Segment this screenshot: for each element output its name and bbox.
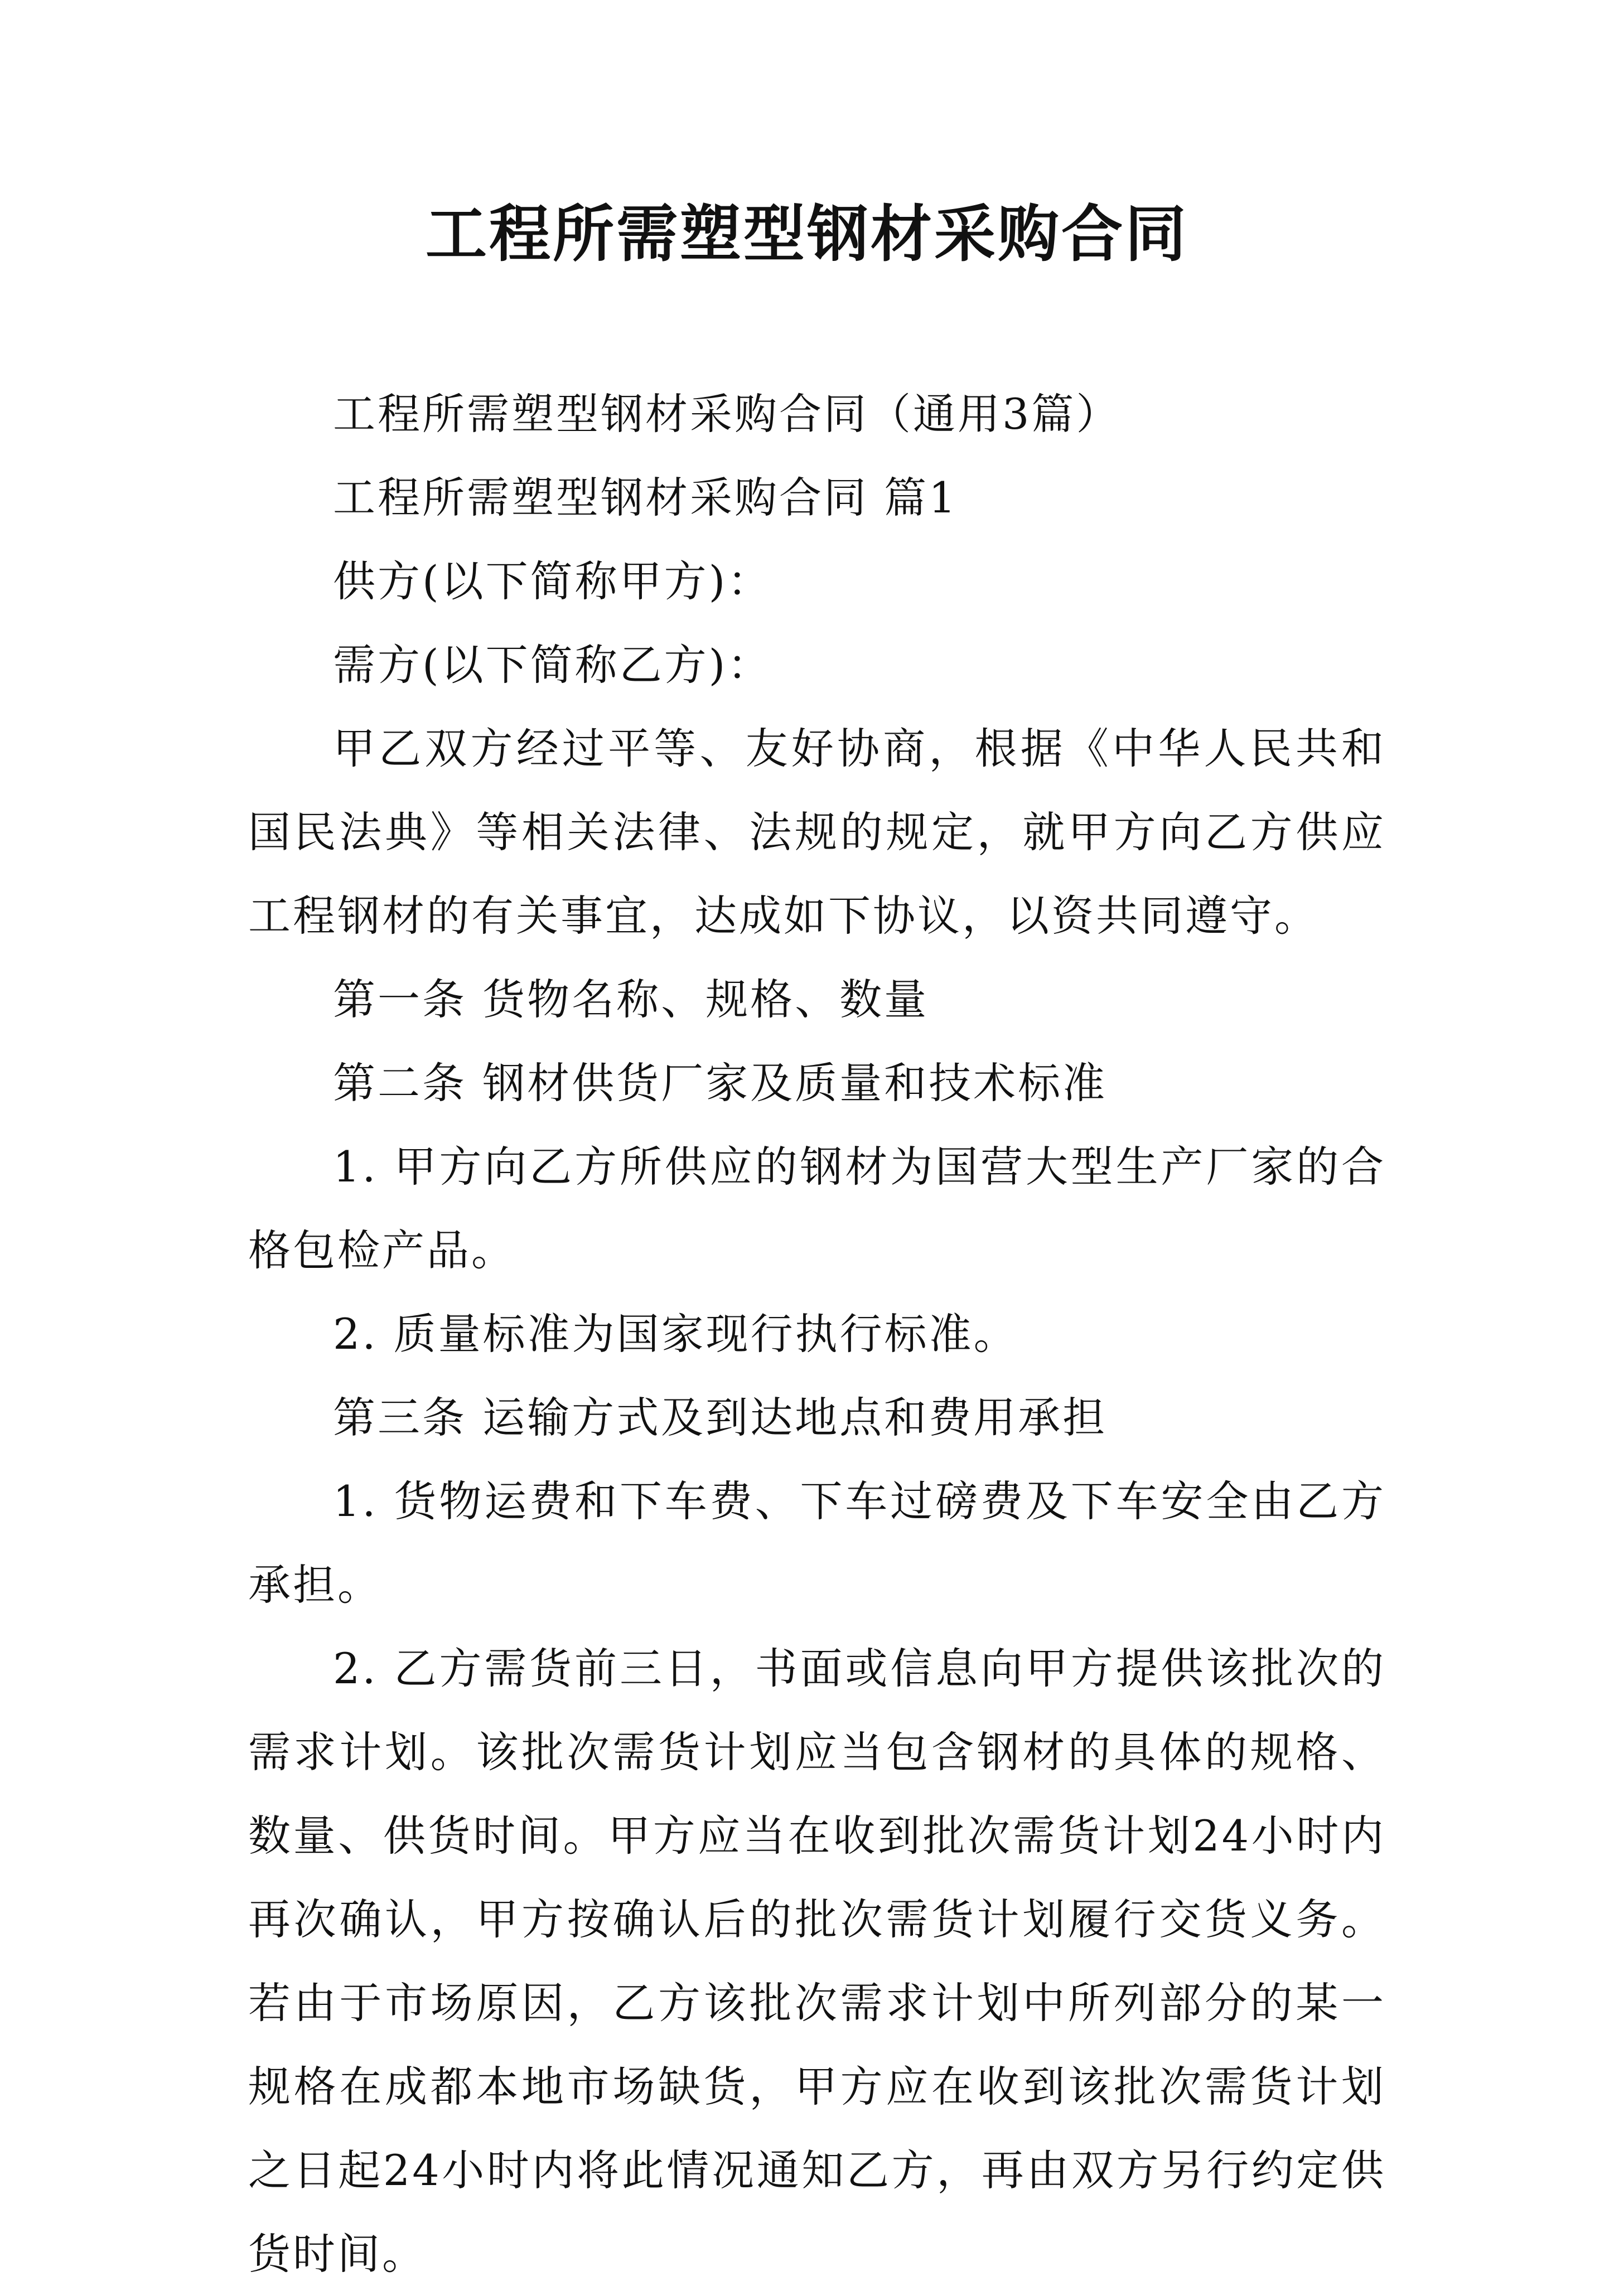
document-body — [248, 372, 1386, 2296]
article-2-heading: 第二条 钢材供货厂家及质量和技术标准 — [333, 1058, 1108, 1108]
article-3-item-1: 1. 货物运费和下车费、下车过磅费及下车安全由乙方承担。 — [248, 1476, 1386, 1610]
paragraph-supplier: 供方(以下简称甲方)： — [333, 556, 772, 606]
paragraph-subtitle: 工程所需塑型钢材采购合同（通用3篇） — [333, 389, 1121, 439]
article-3-item-2: 2. 乙方需货前三日，书面或信息向甲方提供该批次的需求计划。该批次需货计划应当包含钢材的具体的规格、数量、供货时间。甲方应当在收到批次需货计划24小时内再次确认，甲方按确认后的批次需货计划履行交货义务。若由于市场原因，乙方该批次需求计划中所列部分的某一规格在成都本地市场缺货，甲方应在收到该批次需货计划之日起24小时内将此情况通知乙方，再由双方另行约定供货时间。 — [248, 1644, 1386, 2279]
document-title: 工程所需塑型钢材采购合同 — [426, 198, 1188, 270]
article-2-item-2: 2. 质量标准为国家现行执行标准。 — [333, 1309, 1018, 1359]
article-3-heading: 第三条 运输方式及到达地点和费用承担 — [333, 1393, 1108, 1442]
paragraph-preamble: 甲乙双方经过平等、友好协商，根据《中华人民共和国民法典》等相关法律、法规的规定，就甲方向乙方供应 工程钢材的有关事宜，达成如下协议，以资共同遵守。 — [248, 724, 1386, 941]
paragraph-buyer: 需方(以下简称乙方)： — [333, 640, 772, 690]
article-1-heading: 第一条 货物名称、规格、数量 — [333, 975, 929, 1024]
article-2-item-1: 1. 甲方向乙方所供应的钢材为国营大型生产厂家的合格包检产品。 — [248, 1142, 1386, 1275]
paragraph-part-heading: 工程所需塑型钢材采购合同 篇1 — [333, 473, 958, 522]
